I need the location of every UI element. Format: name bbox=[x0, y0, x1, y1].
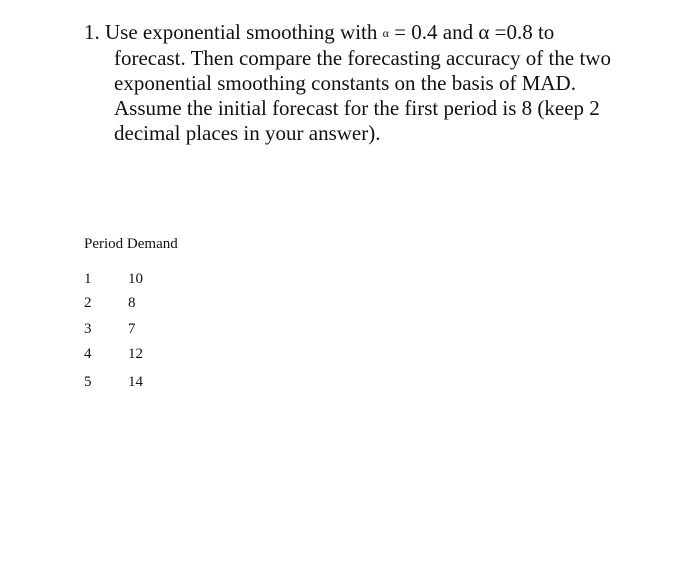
demand-cell: 12 bbox=[128, 346, 143, 362]
question-line-2: forecast. Then compare the forecasting accuracy of the two bbox=[114, 46, 611, 70]
period-cell: 2 bbox=[84, 295, 92, 311]
question-line-3: exponential smoothing constants on the basis of MAD. bbox=[114, 71, 576, 95]
table-header: Period Demand bbox=[84, 236, 178, 252]
period-cell: 1 bbox=[84, 271, 92, 287]
period-cell: 5 bbox=[84, 374, 92, 390]
demand-cell: 7 bbox=[128, 321, 136, 337]
alpha-symbol: α bbox=[478, 20, 490, 44]
period-cell: 3 bbox=[84, 321, 92, 337]
question-line-4: Assume the initial forecast for the first period is 8 (keep 2 bbox=[114, 96, 600, 120]
question-line-5: decimal places in your answer). bbox=[114, 121, 381, 145]
period-cell: 4 bbox=[84, 346, 92, 362]
demand-cell: 8 bbox=[128, 295, 136, 311]
demand-cell: 10 bbox=[128, 271, 143, 287]
demand-cell: 14 bbox=[128, 374, 143, 390]
question-line-1: 1. Use exponential smoothing with α = 0.4 and α =0.8 to bbox=[84, 20, 555, 44]
question-text bbox=[84, 20, 644, 146]
alpha-symbol-small: α bbox=[382, 26, 389, 40]
